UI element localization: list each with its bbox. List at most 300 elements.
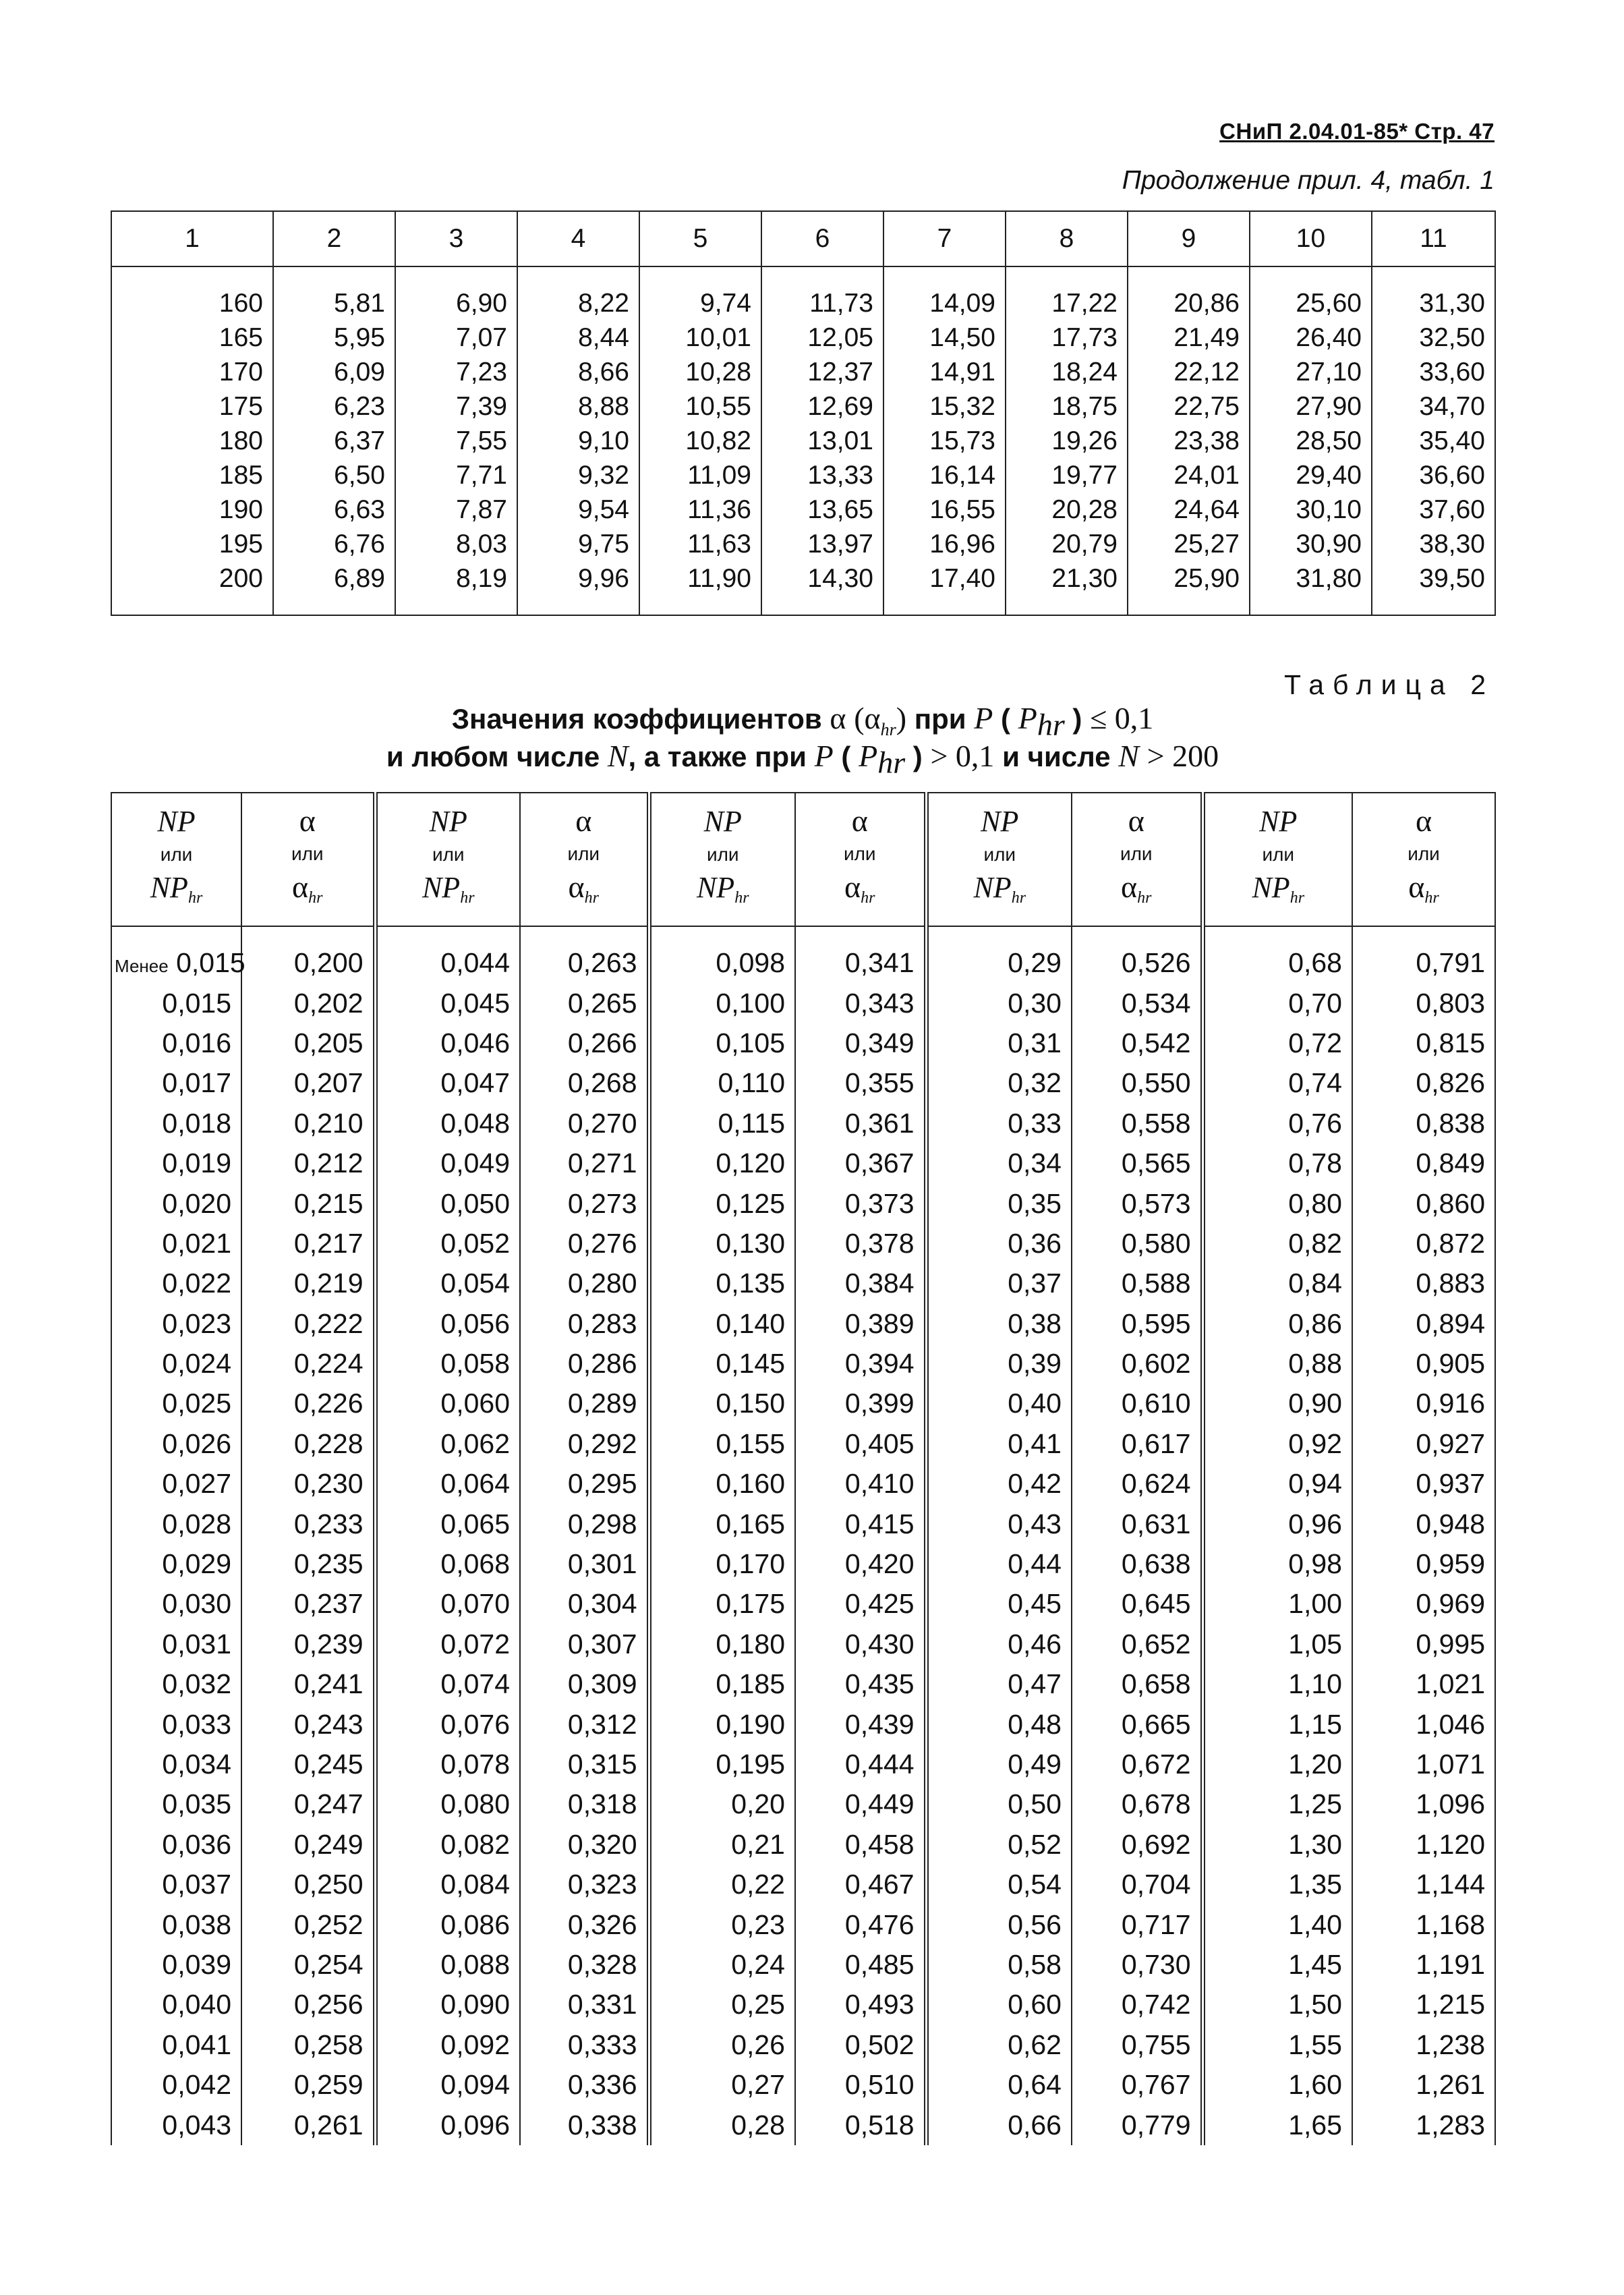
table-cell: 1,40 xyxy=(1202,1904,1352,1944)
table-1-column-header: 8 xyxy=(1006,211,1128,266)
table-row xyxy=(111,492,1495,527)
table-cell: 0,309 xyxy=(520,1664,649,1704)
table-cell: 0,215 xyxy=(241,1183,375,1223)
table-row xyxy=(111,1704,1495,1744)
table-cell: 0,32 xyxy=(926,1063,1072,1103)
table-cell: 15,32 xyxy=(883,389,1006,424)
table-cell: 0,046 xyxy=(375,1023,520,1063)
table-cell: 0,72 xyxy=(1202,1023,1352,1063)
p-hr-symbol-2: ( $P_{hr}$ ) xyxy=(841,739,923,780)
table-cell: 0,088 xyxy=(375,1945,520,1985)
table-cell: 0,389 xyxy=(795,1304,926,1344)
table-cell: 0,265 xyxy=(520,983,649,1023)
p-symbol-2: P xyxy=(814,739,834,773)
table-cell: 0,062 xyxy=(375,1424,520,1464)
table-cell: 1,071 xyxy=(1352,1745,1495,1784)
table-cell: 0,031 xyxy=(111,1624,241,1664)
table-cell: 14,50 xyxy=(883,320,1006,355)
table-cell: 0,45 xyxy=(926,1584,1072,1624)
table-cell: 0,247 xyxy=(241,1784,375,1824)
table-row xyxy=(111,1304,1495,1344)
table-cell: 0,98 xyxy=(1202,1544,1352,1584)
table-cell: 0,058 xyxy=(375,1344,520,1384)
table-cell: 17,22 xyxy=(1006,266,1128,320)
table-cell: 0,082 xyxy=(375,1825,520,1865)
table-cell: 0,041 xyxy=(111,2025,241,2065)
table-cell: 0,410 xyxy=(795,1464,926,1504)
p-hr-symbol: ( $P_{hr}$ ) xyxy=(1001,701,1082,742)
table-cell: 7,55 xyxy=(395,424,517,458)
table-row xyxy=(111,389,1495,424)
table-cell: 26,40 xyxy=(1250,320,1372,355)
table-cell: 0,230 xyxy=(241,1464,375,1504)
table-cell: 6,23 xyxy=(273,389,395,424)
table-cell: 0,280 xyxy=(520,1264,649,1303)
table-cell: 0,028 xyxy=(111,1504,241,1543)
table-cell: 200 xyxy=(111,561,273,615)
table-cell: 0,043 xyxy=(111,2105,241,2145)
table-cell: 0,015 xyxy=(111,983,241,1023)
table-cell: 17,73 xyxy=(1006,320,1128,355)
table-cell: 0,672 xyxy=(1072,1745,1202,1784)
table-cell: 0,096 xyxy=(375,2105,520,2145)
table-cell: 0,032 xyxy=(111,1664,241,1704)
or-label: или xyxy=(1120,843,1153,864)
table-cell: 6,50 xyxy=(273,458,395,492)
table-cell: 0,080 xyxy=(375,1784,520,1824)
table-row xyxy=(111,355,1495,389)
table-cell: 0,573 xyxy=(1072,1183,1202,1223)
table-cell: 0,034 xyxy=(111,1745,241,1784)
table-cell: 0,037 xyxy=(111,1865,241,1904)
table-cell: 9,74 xyxy=(639,266,761,320)
table-cell: 0,717 xyxy=(1072,1904,1202,1944)
table-cell: 25,60 xyxy=(1250,266,1372,320)
table-cell: 0,485 xyxy=(795,1945,926,1985)
table-cell: 0,28 xyxy=(649,2105,795,2145)
table-cell: 0,074 xyxy=(375,1664,520,1704)
table-cell: 0,948 xyxy=(1352,1504,1495,1543)
np-hr-label: $NP_{hr}$ xyxy=(696,870,749,907)
or-label: или xyxy=(843,843,876,864)
table-cell: 1,096 xyxy=(1352,1784,1495,1824)
table-row xyxy=(111,1544,1495,1584)
table-1-column-header: 11 xyxy=(1372,211,1495,266)
table-cell: 38,30 xyxy=(1372,527,1495,561)
table-cell: 0,175 xyxy=(649,1584,795,1624)
table-cell: 33,60 xyxy=(1372,355,1495,389)
table-cell: 0,064 xyxy=(375,1464,520,1504)
table-cell: 0,180 xyxy=(649,1624,795,1664)
np-label: NP xyxy=(703,804,742,838)
table-cell: 0,82 xyxy=(1202,1224,1352,1264)
table-cell: 0,125 xyxy=(649,1183,795,1223)
table-cell: 18,24 xyxy=(1006,355,1128,389)
table-cell: 0,588 xyxy=(1072,1264,1202,1303)
table-cell: 0,256 xyxy=(241,1985,375,2024)
alpha-label: α xyxy=(1128,803,1144,838)
table-cell: 0,190 xyxy=(649,1704,795,1744)
table-cell: 22,12 xyxy=(1128,355,1250,389)
table-cell: 0,060 xyxy=(375,1384,520,1423)
table-cell: 0,20 xyxy=(649,1784,795,1824)
table-cell: 0,80 xyxy=(1202,1183,1352,1223)
table-cell: 0,276 xyxy=(520,1224,649,1264)
table-cell: 0,217 xyxy=(241,1224,375,1264)
table-row xyxy=(111,926,1495,983)
table-cell: 0,30 xyxy=(926,983,1072,1023)
table-cell: 14,30 xyxy=(761,561,883,615)
table-cell: 0,068 xyxy=(375,1544,520,1584)
table-row xyxy=(111,1985,1495,2024)
table-cell: 0,056 xyxy=(375,1304,520,1344)
table-cell: 0,68 xyxy=(1202,926,1352,983)
table-cell: 0,54 xyxy=(926,1865,1072,1904)
alpha-hr-label: $\alpha_{hr}$ xyxy=(1408,870,1439,907)
table-row xyxy=(111,1063,1495,1103)
table-cell: 0,425 xyxy=(795,1584,926,1624)
table-cell: 8,44 xyxy=(517,320,639,355)
table-cell: 0,328 xyxy=(520,1945,649,1985)
table-cell: 0,100 xyxy=(649,983,795,1023)
table-cell: 0,292 xyxy=(520,1424,649,1464)
table-2-title-line-1 xyxy=(111,700,1495,742)
table-cell: 0,58 xyxy=(926,1945,1072,1985)
alpha-hr-label: $\alpha_{hr}$ xyxy=(568,870,599,907)
table-cell: 0,580 xyxy=(1072,1224,1202,1264)
title-condition: ≤ 0,1 xyxy=(1090,701,1154,735)
table-cell: 0,631 xyxy=(1072,1504,1202,1543)
table-cell: 0,202 xyxy=(241,983,375,1023)
table-cell: 24,01 xyxy=(1128,458,1250,492)
table-cell: 0,320 xyxy=(520,1825,649,1865)
table-cell: 0,78 xyxy=(1202,1143,1352,1183)
table-cell: 8,66 xyxy=(517,355,639,389)
table-cell: 1,60 xyxy=(1202,2065,1352,2105)
table-cell: 165 xyxy=(111,320,273,355)
table-cell: 0,084 xyxy=(375,1865,520,1904)
title-text-3: и числе xyxy=(1002,741,1111,772)
table-cell: 0,243 xyxy=(241,1704,375,1744)
table-cell: 0,024 xyxy=(111,1344,241,1384)
table-cell: 0,070 xyxy=(375,1584,520,1624)
table-cell: 0,652 xyxy=(1072,1624,1202,1664)
table-cell: 0,43 xyxy=(926,1504,1072,1543)
table-cell: 0,065 xyxy=(375,1504,520,1543)
table-cell: 0,237 xyxy=(241,1584,375,1624)
table-cell: 0,030 xyxy=(111,1584,241,1624)
n-symbol-2: N xyxy=(1118,739,1139,773)
table-cell: 190 xyxy=(111,492,273,527)
table-cell: 0,072 xyxy=(375,1624,520,1664)
table-cell: 0,31 xyxy=(926,1023,1072,1063)
table-cell: 0,155 xyxy=(649,1424,795,1464)
table-cell: 0,318 xyxy=(520,1784,649,1824)
table-cell: 0,052 xyxy=(375,1224,520,1264)
table-row xyxy=(111,1264,1495,1303)
table-row xyxy=(111,983,1495,1023)
table-cell: 0,222 xyxy=(241,1304,375,1344)
table-1-body xyxy=(111,266,1495,615)
table-cell: 0,84 xyxy=(1202,1264,1352,1303)
title-text-2: , а также при xyxy=(628,741,807,772)
alpha-hr-symbol: $(\alpha_{hr})$ xyxy=(854,701,907,740)
table-cell: 0,219 xyxy=(241,1264,375,1303)
table-cell: 17,40 xyxy=(883,561,1006,615)
table-cell: 0,022 xyxy=(111,1264,241,1303)
table-cell: 1,35 xyxy=(1202,1865,1352,1904)
table-cell: 0,160 xyxy=(649,1464,795,1504)
table-cell: 0,658 xyxy=(1072,1664,1202,1704)
table-cell: 0,289 xyxy=(520,1384,649,1423)
table-cell: 1,50 xyxy=(1202,1985,1352,2024)
table-cell: 6,76 xyxy=(273,527,395,561)
table-cell: 0,338 xyxy=(520,2105,649,2145)
table-cell: 0,355 xyxy=(795,1063,926,1103)
table-cell: 0,050 xyxy=(375,1183,520,1223)
table-row xyxy=(111,2025,1495,2065)
table-cell: 7,23 xyxy=(395,355,517,389)
table-cell: 0,044 xyxy=(375,926,520,983)
table-cell: 0,435 xyxy=(795,1664,926,1704)
table-cell: 0,315 xyxy=(520,1745,649,1784)
table-cell: 0,742 xyxy=(1072,1985,1202,2024)
table-cell: 180 xyxy=(111,424,273,458)
table-cell: 0,526 xyxy=(1072,926,1202,983)
table-cell: 6,90 xyxy=(395,266,517,320)
table-cell: 0,235 xyxy=(241,1544,375,1584)
table-cell: 0,349 xyxy=(795,1023,926,1063)
table-cell: 0,36 xyxy=(926,1224,1072,1264)
np-hr-label: $NP_{hr}$ xyxy=(973,870,1026,907)
table-cell: 20,79 xyxy=(1006,527,1128,561)
table-cell: 0,367 xyxy=(795,1143,926,1183)
table-cell: 0,405 xyxy=(795,1424,926,1464)
table-cell: 0,35 xyxy=(926,1183,1072,1223)
table-cell: 170 xyxy=(111,355,273,389)
table-cell: 1,215 xyxy=(1352,1985,1495,2024)
table-row xyxy=(111,1344,1495,1384)
table-cell: 0,140 xyxy=(649,1304,795,1344)
table-cell: 0,304 xyxy=(520,1584,649,1624)
table-cell: 0,779 xyxy=(1072,2105,1202,2145)
table-cell: 0,826 xyxy=(1352,1063,1495,1103)
np-column-header xyxy=(1202,793,1352,926)
table-cell: 13,01 xyxy=(761,424,883,458)
table-cell: 36,60 xyxy=(1372,458,1495,492)
table-cell: 0,233 xyxy=(241,1504,375,1543)
table-cell: 0,692 xyxy=(1072,1825,1202,1865)
table-cell: 0,045 xyxy=(375,983,520,1023)
table-cell: 0,24 xyxy=(649,1945,795,1985)
table-row xyxy=(111,527,1495,561)
table-row xyxy=(111,1624,1495,1664)
table-cell: 0,250 xyxy=(241,1865,375,1904)
or-label: или xyxy=(160,843,193,865)
table-row xyxy=(111,266,1495,320)
alpha-hr-label: $\alpha_{hr}$ xyxy=(1121,870,1152,907)
table-cell: 29,40 xyxy=(1250,458,1372,492)
table-cell: 0,645 xyxy=(1072,1584,1202,1624)
table-cell: 0,42 xyxy=(926,1464,1072,1504)
table-cell: 0,105 xyxy=(649,1023,795,1063)
table-cell: 34,70 xyxy=(1372,389,1495,424)
table-cell: 11,36 xyxy=(639,492,761,527)
table-cell: 7,71 xyxy=(395,458,517,492)
table-cell: 0,094 xyxy=(375,2065,520,2105)
table-cell: 0,803 xyxy=(1352,983,1495,1023)
table-cell: 0,016 xyxy=(111,1023,241,1063)
table-cell: 0,40 xyxy=(926,1384,1072,1423)
table-cell: 0,815 xyxy=(1352,1023,1495,1063)
table-row xyxy=(111,1104,1495,1143)
table-cell: 22,75 xyxy=(1128,389,1250,424)
table-cell: 0,995 xyxy=(1352,1624,1495,1664)
table-cell: 5,81 xyxy=(273,266,395,320)
table-cell: 0,270 xyxy=(520,1104,649,1143)
table-1-column-header: 1 xyxy=(111,211,273,266)
table-cell: 0,510 xyxy=(795,2065,926,2105)
table-cell: 16,55 xyxy=(883,492,1006,527)
table-cell: 0,249 xyxy=(241,1825,375,1865)
table-1-column-header: 2 xyxy=(273,211,395,266)
table-cell: 31,30 xyxy=(1372,266,1495,320)
less-than-label: Менее xyxy=(115,956,169,977)
table-cell: 0,439 xyxy=(795,1704,926,1744)
table-cell: 0,959 xyxy=(1352,1544,1495,1584)
table-cell: 0,295 xyxy=(520,1464,649,1504)
table-cell: 0,534 xyxy=(1072,983,1202,1023)
table-cell: 0,098 xyxy=(649,926,795,983)
table-cell: 30,90 xyxy=(1250,527,1372,561)
table-2-body xyxy=(111,926,1495,2145)
table-cell: 11,09 xyxy=(639,458,761,492)
or-label: или xyxy=(1262,843,1295,865)
table-1-column-header: 7 xyxy=(883,211,1006,266)
table-cell: 0,286 xyxy=(520,1344,649,1384)
table-cell: 1,238 xyxy=(1352,2025,1495,2065)
table-row xyxy=(111,1664,1495,1704)
table-row xyxy=(111,1183,1495,1223)
table-cell: 0,48 xyxy=(926,1704,1072,1744)
table-cell: 0,076 xyxy=(375,1704,520,1744)
table-cell: 0,090 xyxy=(375,1985,520,2024)
table-cell: 0,207 xyxy=(241,1063,375,1103)
table-cell: 0,26 xyxy=(649,2025,795,2065)
table-cell: 0,62 xyxy=(926,2025,1072,2065)
table-cell: 0,224 xyxy=(241,1344,375,1384)
table-cell: 0,595 xyxy=(1072,1304,1202,1344)
table-row xyxy=(111,1784,1495,1824)
table-row xyxy=(111,1504,1495,1543)
table-cell: 1,120 xyxy=(1352,1825,1495,1865)
table-cell: 7,07 xyxy=(395,320,517,355)
table-cell: 1,283 xyxy=(1352,2105,1495,2145)
alpha-label: α xyxy=(851,803,868,838)
table-cell: 0,263 xyxy=(520,926,649,983)
table-cell: 0,228 xyxy=(241,1424,375,1464)
table-cell: 1,10 xyxy=(1202,1664,1352,1704)
table-cell: 0,120 xyxy=(649,1143,795,1183)
table-cell: 0,017 xyxy=(111,1063,241,1103)
table-cell: 0,22 xyxy=(649,1865,795,1904)
table-cell: 0,258 xyxy=(241,2025,375,2065)
table-cell: 1,261 xyxy=(1352,2065,1495,2105)
table-cell: 1,00 xyxy=(1202,1584,1352,1624)
table-cell: 21,49 xyxy=(1128,320,1250,355)
table-row xyxy=(111,1384,1495,1423)
table-cell: 0,518 xyxy=(795,2105,926,2145)
table-cell: 0,47 xyxy=(926,1664,1072,1704)
table-cell: 0,226 xyxy=(241,1384,375,1423)
table-cell: 0,115 xyxy=(649,1104,795,1143)
table-1-column-header: 10 xyxy=(1250,211,1372,266)
table-row xyxy=(111,1224,1495,1264)
table-cell: 8,19 xyxy=(395,561,517,615)
table-cell: 1,168 xyxy=(1352,1904,1495,1944)
table-row xyxy=(111,2065,1495,2105)
table-cell: 0,341 xyxy=(795,926,926,983)
table-cell: 35,40 xyxy=(1372,424,1495,458)
table-cell: 0,894 xyxy=(1352,1304,1495,1344)
table-cell: 0,638 xyxy=(1072,1544,1202,1584)
table-cell: 0,283 xyxy=(520,1304,649,1344)
np-label: NP xyxy=(157,804,196,838)
table-cell: 0,38 xyxy=(926,1304,1072,1344)
table-cell: 0,905 xyxy=(1352,1344,1495,1384)
table-cell: 0,60 xyxy=(926,1985,1072,2024)
table-cell: 0,165 xyxy=(649,1504,795,1543)
table-cell: 1,144 xyxy=(1352,1865,1495,1904)
table-cell: 13,97 xyxy=(761,527,883,561)
table-cell: 0,110 xyxy=(649,1063,795,1103)
alpha-label: α xyxy=(299,803,316,838)
table-cell: 25,90 xyxy=(1128,561,1250,615)
table-cell: 1,15 xyxy=(1202,1704,1352,1744)
table-cell: 0,135 xyxy=(649,1264,795,1303)
table-cell: 0,026 xyxy=(111,1424,241,1464)
table-cell: 160 xyxy=(111,266,273,320)
table-cell: 0,268 xyxy=(520,1063,649,1103)
table-cell: 0,078 xyxy=(375,1745,520,1784)
table-cell: 0,384 xyxy=(795,1264,926,1303)
p-symbol: P xyxy=(974,701,993,735)
table-cell: 30,10 xyxy=(1250,492,1372,527)
table-cell: 1,046 xyxy=(1352,1704,1495,1744)
table-cell: 0,74 xyxy=(1202,1063,1352,1103)
table-cell: 0,018 xyxy=(111,1104,241,1143)
table-cell: 16,96 xyxy=(883,527,1006,561)
table-cell: 0,145 xyxy=(649,1344,795,1384)
table-cell: 0,020 xyxy=(111,1183,241,1223)
table-cell: 0,025 xyxy=(111,1384,241,1423)
table-cell: 0,336 xyxy=(520,2065,649,2105)
table-row xyxy=(111,1865,1495,1904)
table-cell: 0,86 xyxy=(1202,1304,1352,1344)
np-hr-label: $NP_{hr}$ xyxy=(150,870,203,907)
table-cell: 5,95 xyxy=(273,320,395,355)
table-cell: 14,09 xyxy=(883,266,1006,320)
or-label: или xyxy=(1408,843,1440,864)
table-cell: 0,298 xyxy=(520,1504,649,1543)
table-cell: 10,55 xyxy=(639,389,761,424)
table-cell: 0,755 xyxy=(1072,2025,1202,2065)
table-cell: 37,60 xyxy=(1372,492,1495,527)
table-cell: 0,394 xyxy=(795,1344,926,1384)
table-cell: 11,90 xyxy=(639,561,761,615)
table-cell: 1,65 xyxy=(1202,2105,1352,2145)
table-cell: 25,27 xyxy=(1128,527,1250,561)
